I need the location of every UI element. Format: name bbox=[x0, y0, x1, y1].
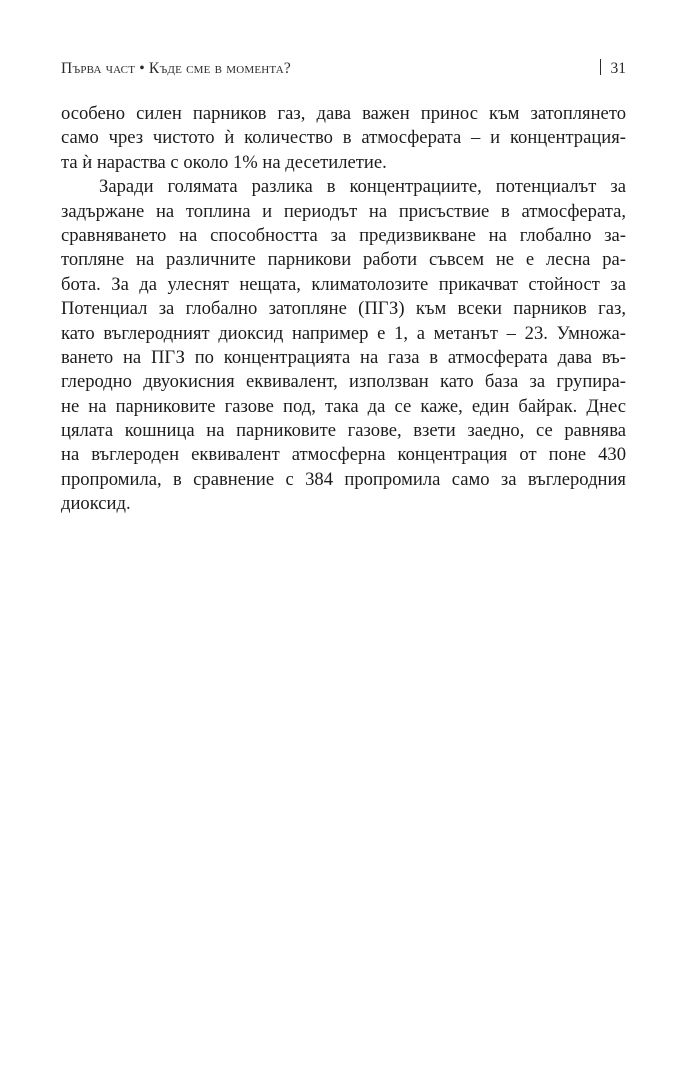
folio-divider bbox=[600, 59, 601, 75]
page-number-block bbox=[600, 58, 627, 80]
text-line: диоксид. bbox=[61, 493, 131, 515]
page-number: 31 bbox=[610, 60, 626, 77]
text-line: бота. За да улеснят нещата, климатолозите прикачват стойност за bbox=[61, 273, 626, 295]
text-line: като въглеродният диоксид например е 1, а метанът – 23. Умножа- bbox=[61, 322, 626, 344]
text-line: топляне на различните парникови работи съвсем не е лесна ра- bbox=[61, 249, 626, 271]
text-line: Потенциал за глобално затопляне (ПГЗ) към всеки парников газ, bbox=[61, 298, 626, 320]
text-line: цялата кошница на парниковите газове, взети заедно, се равнява bbox=[61, 420, 626, 442]
text-line: глеродно двуокисния еквивалент, използван като база за групира- bbox=[61, 371, 626, 393]
running-head-title: Първа част • Къде сме в момента? bbox=[61, 60, 292, 77]
text-line: ването на ПГЗ по концентрацията на газа в атмосферата дава въ- bbox=[61, 346, 626, 368]
text-line: особено силен парников газ, дава важен принос към затоплянето bbox=[61, 103, 626, 124]
text-line: пропромила, в сравнение с 384 пропромила само за въглеродния bbox=[61, 468, 626, 490]
text-line: Заради голямата разлика в концентрациите, потенциалът за bbox=[99, 176, 626, 198]
text-line: задържане на топлина и периодът на присъствие в атмосферата, bbox=[61, 200, 626, 222]
text-line: не на парниковите газове под, така да се каже, един байрак. Днес bbox=[61, 395, 626, 417]
text-line: сравняването на способността за предизвикване на глобално за- bbox=[61, 224, 626, 246]
body-text bbox=[61, 102, 626, 517]
text-line: та ѝ нараства с около 1% на десетилетие. bbox=[61, 151, 387, 173]
paragraph bbox=[61, 102, 626, 175]
text-line: на въглероден еквивалент атмосферна концентрация от поне 430 bbox=[61, 444, 626, 466]
paragraph bbox=[61, 175, 626, 516]
text-line: само чрез чистото ѝ количество в атмосферата – и концентрация- bbox=[61, 127, 626, 149]
running-head bbox=[61, 58, 626, 80]
